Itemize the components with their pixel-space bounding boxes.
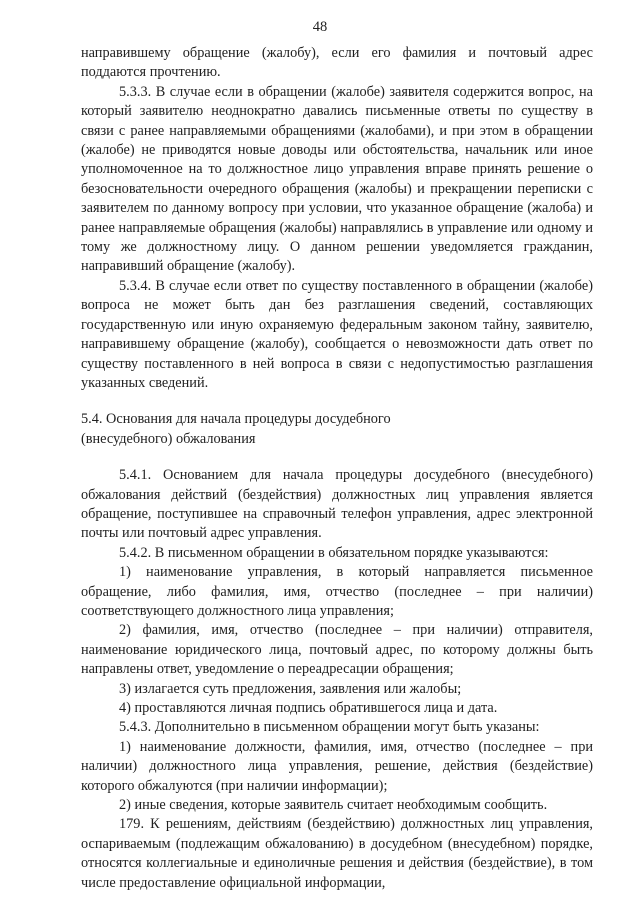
paragraph-5-4-1: 5.4.1. Основанием для начала процедуры досудебного (внесудебного) обжалования действий (бездействия) должностных лиц управления является обращение, поступившее на справочный телефон управления, адрес электронной почты или почтовый адрес управления.: [81, 467, 593, 542]
list-item-5-4-2-1: 1) наименование управления, в который направляется письменное обращение, либо фамилия, имя, отчество (последнее – при наличии) соответствующего должностного лица управления;: [81, 564, 593, 619]
section-heading-5-4: [81, 410, 593, 449]
section-heading-line-2: (внесудебного) обжалования: [81, 430, 256, 447]
paragraph-5-4-3: 5.4.3. Дополнительно в письменном обращении могут быть указаны:: [119, 719, 540, 736]
paragraph-179: 179. К решениям, действиям (бездействию) должностных лиц управления, оспариваемым (подлежащим обжалованию) в досудебном (внесудебном) порядке, относятся коллегиальные и единоличные решения и действия (бездействие), в том числе предоставление официальной информации,: [81, 816, 593, 891]
paragraph-5-3-4: 5.3.4. В случае если ответ по существу поставленного в обращении (жалобе) вопроса не может быть дан без разглашения сведений, составляющих государственную или иную охраняемую федеральным законом тайну, заявителю, направившему обращение (жалобу), сообщается о невозможности дать ответ по существу поставленного в ней вопроса в связи с недопустимостью разглашения указанных сведений.: [81, 277, 593, 391]
list-item-5-4-3-2: 2) иные сведения, которые заявитель считает необходимым сообщить.: [119, 797, 548, 814]
paragraph-continuation: направившему обращение (жалобу), если его фамилия и почтовый адрес поддаются прочтению.: [81, 45, 593, 81]
list-item-5-4-3-1: 1) наименование должности, фамилия, имя, отчество (последнее – при наличии) должностного лица управления, решение, действия (бездействие) которого обжалуются (при наличии информации);: [81, 738, 593, 794]
list-item-5-4-2-3: 3) излагается суть предложения, заявления или жалобы;: [119, 680, 462, 697]
list-item-5-4-2-2: 2) фамилия, имя, отчество (последнее – при наличии) отправителя, наименование юридического лица, почтовый адрес, по которому должны быть направлены ответ, уведомление о переадресации обращения;: [81, 622, 593, 678]
section-heading-line-1: 5.4. Основания для начала процедуры досудебного: [81, 411, 391, 428]
paragraph-5-4-2: 5.4.2. В письменном обращении в обязательном порядке указываются:: [119, 544, 549, 561]
list-item-5-4-2-4: 4) проставляются личная подпись обратившегося лица и дата.: [119, 700, 498, 716]
document-body: [81, 44, 593, 893]
page-number: 48: [312, 19, 328, 35]
paragraph-5-3-3: 5.3.3. В случае если в обращении (жалобе) заявителя содержится вопрос, на который заявителю неоднократно давались письменные ответы по существу в связи с ранее направляемыми обращениями (жалобами), и при этом в обращении (жалобе) не приводятся новые доводы или обстоятельства, начальник или иное уполномоченное на то должностное лицо управления вправе принять решение о безосновательности очередного обращения (жалобы) и прекращении переписки с заявителем по данному вопросу при условии, что указанное обращение (жалоба) и ранее направляемые обращения (жалобы) направлялись в управление или одному и тому же должностному лицу. О данном решении уведомляется гражданин, направивший обращение (жалобу).: [81, 83, 593, 275]
